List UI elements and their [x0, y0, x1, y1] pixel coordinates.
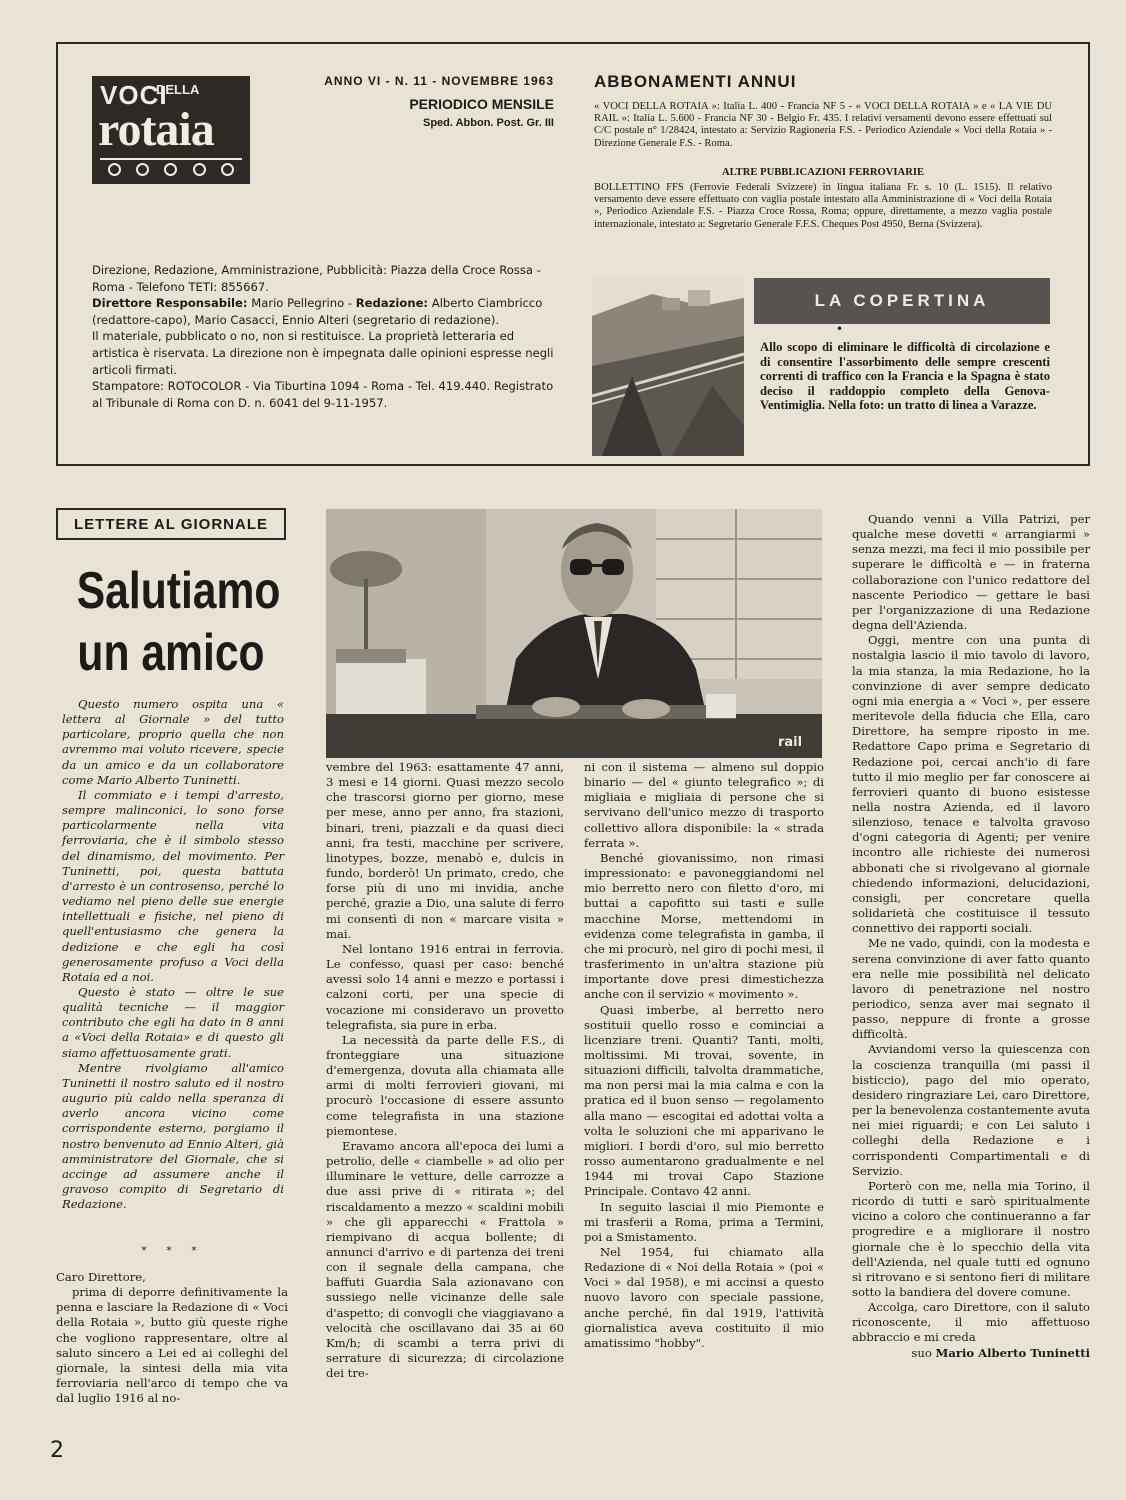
address-line: Direzione, Redazione, Amministrazione, Pubblicità: Piazza della Croce Rossa - Roma - Telefono TETI: 855667. [92, 263, 541, 294]
intro-paragraph: Mentre rivolgiamo all'amico Tuninetti il nostro saluto ed il nostro augurio più caldo nella speranza di averlo ancora vicino come corrispondente esterno, porgiamo il nostro benvenuto ad Ennio Alteri, già amministratore del Giornale, che si accinge ad assumere anche il gravoso compito di Segretario di Redazione. [62, 1060, 284, 1212]
issue-info: ANNO VI - N. 11 - NOVEMBRE 1963 [324, 74, 554, 88]
logo-voci: VOCI [100, 80, 168, 110]
logo-rotaia: rotaia [98, 103, 214, 156]
letter-paragraph: Quasi imberbe, al berretto nero sostituii quello rosso e cominciai a licenziare treni. Quanti? Tanti, molti, moltissimi. Mi trovai, sovente, in situazioni difficili, talvolta drammatiche, ma non persi mai la mia calma e con la pratica ed il buon senso — regolamento alla mano — escogitai ed adottai volta a volta le soluzioni che mi apparivano le migliori. I bordi d'oro, sul mio berretto rosso aumentarono gradualmente e nel 1944 mi trovai Capo Stazione Principale. Contavo 42 anni. [584, 1002, 824, 1199]
letter-paragraph: In seguito lasciai il mio Piemonte e mi trasferii a Roma, prima a Termini, poi a Smistamento. [584, 1199, 824, 1244]
periodical-type: PERIODICO MENSILE [409, 96, 554, 112]
signature [852, 1346, 1090, 1361]
signature-prefix: suo [911, 1345, 936, 1360]
separator-stars: * * * [141, 1244, 205, 1257]
headline-line-2: un amico [77, 624, 265, 682]
letter-column-1 [56, 1270, 288, 1406]
letter-paragraph: Avviandomi verso la quiescenza con la coscienza tranquilla (mi passi il bisticcio), pago del mio operato, desidero ringraziare Lei, caro Direttore, per la benevolenza costantemente avuta nei miei riguardi; e con Lei saluto i colleghi della Redazione e i corrispondenti Compartimentali e di Servizio. [852, 1042, 1090, 1178]
subscriptions-title: ABBONAMENTI ANNUI [594, 72, 797, 91]
wheels-icon [100, 158, 242, 178]
direttore-label: Direttore Responsabile: [92, 296, 248, 311]
postal-info: Sped. Abbon. Post. Gr. III [423, 117, 554, 129]
salutation: Caro Direttore, [56, 1270, 146, 1284]
letter-paragraph: Nel lontano 1916 entrai in ferrovia. Le confesso, quasi per caso: benché avessi solo 14 anni e mezzo e portassi i calzoni corti, per una specie di vocazione mi consideravo un provetto telegrafista, sia pure in erba. [326, 941, 564, 1032]
letter-paragraph: Benché giovanissimo, non rimasi impressionato: e pavoneggiandomi nel mio berretto nero con filetto d'oro, mi buttai a capofitto sui tasti e sulle macchine Morse, mettendomi in evidenza come telegrafista in gamba, il che mi procurò, nel giro di pochi mesi, il trasferimento in un'altra stazione più importante dove presi dimestichezza anche con il servizio « movimento ». [584, 850, 824, 1002]
intro-paragraph: Questo numero ospita una « lettera al Giornale » del tutto particolare, proprio quella che non avremmo mai voluto ricevere, specie da un amico e da un collaboratore come Mario Alberto Tuninetti. [62, 697, 284, 787]
direttore-text: Mario Pellegrino - [247, 296, 356, 311]
editorial-info [92, 262, 554, 411]
redazione-text: Alberto Ciambricco (redattore-capo), Mario Casacci, Ennio Alteri (segretario di redazione). [92, 296, 543, 327]
headline [76, 560, 281, 684]
letter-paragraph: Accolga, caro Direttore, con il saluto riconoscente, il mio affettuoso abbraccio e mi creda [852, 1300, 1090, 1345]
letter-paragraph: Nel 1954, fui chiamato alla Redazione di « Noi della Rotaia » (poi « Voci » dal 1958), e mi accinsi a questo nuovo lavoro con speciale passione, anche perché, fin dal 1919, l'attività giornalistica aveva costituito il mio amatissimo "hobby". [584, 1245, 824, 1350]
subscriptions-text: « VOCI DELLA ROTAIA »: Italia L. 400 - Francia NF 5 - « VOCI DELLA ROTAIA » e « LA VIE DU RAIL »: Italia L. 5.600 - Francia NF 30 - Belgio Fr. 435. I relativi versamenti devono essere effettuati sul C/C postale n° 1/28424, intestato a: Servizio Ragioneria F.S. - Periodico Aziendale « Voci della Rotaia » - Direzione Generale F.S. - Roma. [594, 101, 1052, 149]
intro-paragraph: Questo è stato — oltre le sue qualità tecniche — il maggior contributo che egli ha dato in 8 anni a «Voci della Rotaia» e di questo gli siamo affettuosamente grati. [62, 984, 284, 1060]
headline-line-1: Salutiamo [76, 562, 281, 620]
disclaimer-line: Il materiale, pubblicato o no, non si restituisce. La proprietà letteraria ed artistica è riservata. La direzione non è impegnata dalle opinioni espresse negli articoli firmati. [92, 329, 554, 377]
logo-della: DELLA [156, 82, 200, 97]
letter-paragraph: Porterò con me, nella mia Torino, il ricordo di tutti e sarò spiritualmente vicino a coloro che continueranno a far progredire e a migliorare il nostro giornale che è lo specchio della vita dell'Azienda, nel quale tutti ed ognuno si ritrovano e si sentono fieri di militare sotto la bandiera del dovere comune. [852, 1178, 1090, 1299]
tuninetti-photo [326, 509, 822, 758]
letter-paragraph: La necessità da parte delle F.S., di fronteggiare una situazione d'emergenza, dovuta alla chiamata alle armi di molti ferrovieri giovani, mi procurò l'occasione di essere assunto come telegrafista in una stazione piemontese. [326, 1032, 564, 1138]
bullet-icon: • [836, 322, 844, 336]
other-publications-title: ALTRE PUBBLICAZIONI FERROVIARIE [721, 167, 925, 178]
letter-paragraph: Me ne vado, quindi, con la modesta e serena convinzione di aver fatto quanto era nelle mie possibilità nel delicato lavoro di penetrazione nel nostro periodico, senza aver mai segnato il passo, neppure di fronte a grosse difficoltà. [852, 936, 1090, 1042]
editorial-intro [62, 697, 284, 1212]
cover-photo [592, 276, 744, 456]
letter-paragraph: Oggi, mentre con una punta di nostalgia lascio il mio tavolo di lavoro, la mia stanza, la mia Redazione, ho la convinzione di aver sempre dedicato ogni mia energia a « Voci », per essere meritevole della fiducia che Ella, caro Direttore, ha sempre riposto in me. Redattore Capo prima e Segretario di Redazione poi, cercai anch'io di fare tutto il mio meglio per far conoscere ai ferrovieri quanto di buono esistesse nella nostra Azienda, ed il lavoro silenzioso, tenace e talvolta gravoso d'ogni categoria di Agenti; per venire incontro alle richieste dei numerosi abbonati che si rivolgevano al giornale chiedendo informazioni, delucidazioni, consigli, per concretare quella solidarietà che costituisce il tessuto connettivo dei rapporti sociali. [852, 633, 1090, 936]
other-publications-text: BOLLETTINO FFS (Ferrovie Federali Svizzere) in lingua italiana Fr. s. 10 (L. 1515). Il relativo versamento deve essere effettuato con vaglia postale intestato alla Amministrazione di « Voci della Rotaia », Periodico Aziendale F.S. - Piazza Croce Rossa, Roma; oppure, direttamente, a mezzo vaglia postale internazionale, intestato a: Segretario Generale F.F.S. Cheques Post 4950, Berna (Svizzera). [594, 182, 1052, 230]
intro-paragraph: Il commiato e i tempi d'arresto, sempre malinconici, lo sono forse particolarmente nella vita ferroviaria, che è il simbolo stesso del dinamismo, del movimento. Per Tuninetti, poi, questa battuta d'arresto è un controsenso, perché lo vediamo nel pieno delle sue energie intellettuali e fisiche, nel pieno di quell'entusiasmo che genera la dedizione e che egli ha così generosamente profuso a Voci della Rotaia ed a noi. [62, 787, 284, 984]
printer-line: Stampatore: ROTOCOLOR - Via Tiburtina 1094 - Roma - Tel. 419.440. Registrato al Tribunale di Roma con D. n. 6041 del 9-11-1957. [92, 379, 554, 410]
photo-mark: rail [778, 735, 803, 750]
page-number: 2 [50, 1438, 64, 1463]
letter-column-2 [326, 760, 564, 1381]
letter-paragraph: vembre del 1963: esattamente 47 anni, 3 mesi e 14 giorni. Quasi mezzo secolo che trascorsi giorno per giorno, mese per mese, anno per anno, fra stazioni, binari, treni, piazzali e da quasi dieci anni, fra testi, macchine per scrivere, linotypes, bozze, menabò e, dulcis in fundo, borderò! Un primato, credo, che forse più di uno mi invidia, anche perché, grazie a Dio, una salute di ferro mi consentì di non « marcare visita » mai. [326, 760, 564, 941]
signature-name: Mario Alberto Tuninetti [935, 1345, 1090, 1360]
letter-paragraph: Quando venni a Villa Patrizi, per qualche mese dovetti « arrangiarmi » senza mezzi, ma feci il mio possibile per superare le difficoltà e — in fraterna collaborazione con l'unico redattore del nascente Periodico — gettare le basi per l'organizzazione di una Redazione degna dell'Azienda. [852, 512, 1090, 633]
cover-description: Allo scopo di eliminare le difficoltà di circolazione e di consentire l'assorbimento delle sempre crescenti correnti di traffico con la Francia e la Spagna è stato deciso il raddoppio completo della Genova-Ventimiglia. Nella foto: un tratto di linea a Varazze. [760, 340, 1050, 413]
letter-column-4 [852, 512, 1090, 1361]
voci-della-rotaia-logo [92, 76, 250, 184]
la-copertina-banner: LA COPERTINA [754, 278, 1050, 324]
letter-paragraph: Eravamo ancora all'epoca dei lumi a petrolio, delle « ciambelle » ad olio per illuminare le vetture, delle carrozze a due assi prive di « ritirata »; del riscaldamento a mezzo « scaldini mobili » che gli apparecchi « Frattola » riempivano di acqua bollente; di annunci d'arrivo e di partenza dei treni con il segnale della campana, che baffuti Guardia Sala azionavano con sussiego nelle vicinanze delle sale d'aspetto; di convogli che viaggiavano a velocità che oscillavano dai 35 ai 60 Km/h; di scambi a terra privi di serrature di sicurezza; di circolazione dei tre- [326, 1138, 564, 1381]
section-label: LETTERE AL GIORNALE [56, 508, 286, 540]
letter-column-3 [584, 760, 824, 1351]
letter-paragraph: prima di deporre definitivamente la penna e lasciare la Redazione di « Voci della Rotaia », butto giù queste righe che vogliono rappresentare, oltre al saluto sincero a Lei ed ai colleghi del giornale, la sintesi della mia vita ferroviaria nell'arco di tempo che va dal luglio 1916 al no- [56, 1285, 288, 1406]
redazione-label: Redazione: [355, 296, 429, 311]
staff-line [92, 295, 554, 328]
letter-paragraph: ni con il sistema — almeno sul doppio binario — del « giunto telegrafico »; di migliaia e migliaia di persone che si servivano dell'unico mezzo di trasporto collettivo allora disponibile: la « strada ferrata ». [584, 760, 824, 850]
